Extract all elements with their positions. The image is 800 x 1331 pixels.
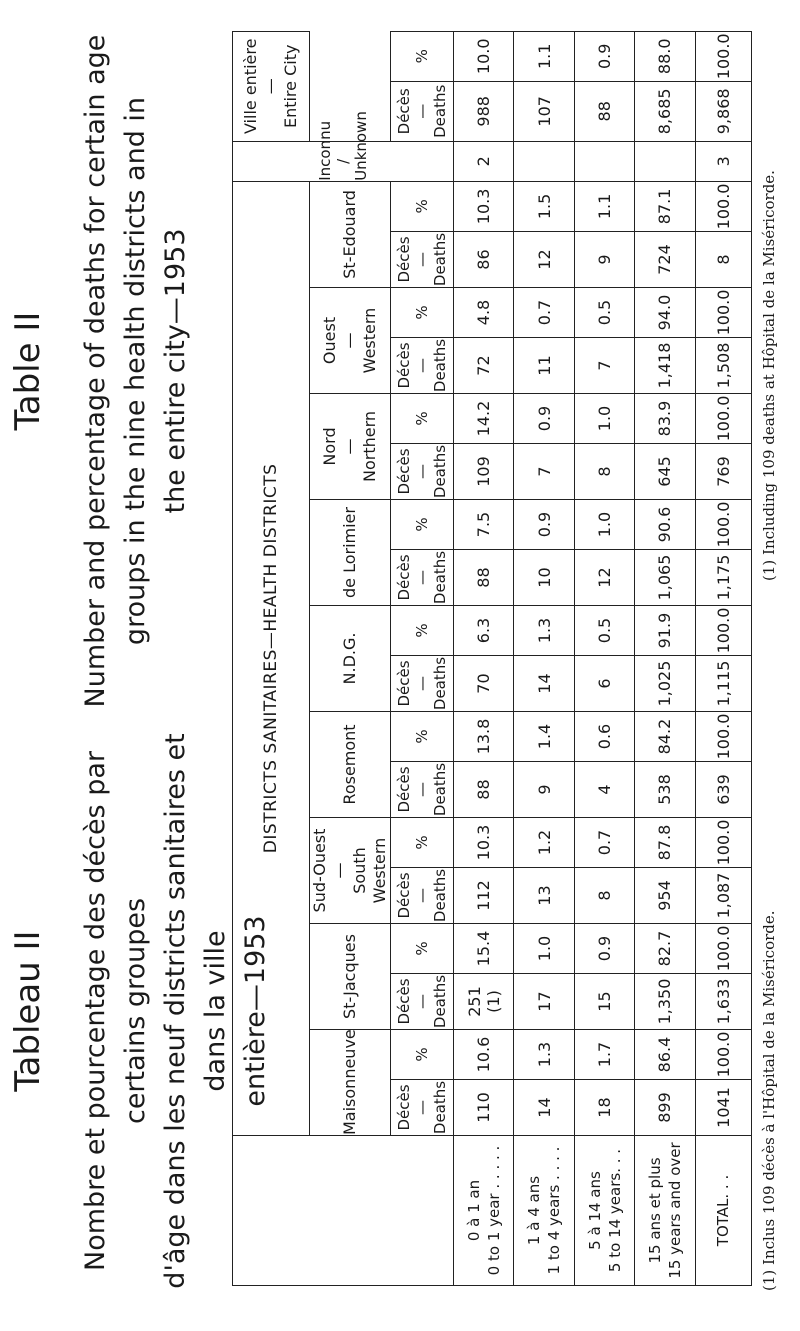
district-header-5: de Lorimier: [310, 500, 391, 606]
row-label: 15 ans et plus 15 years and over: [635, 1136, 695, 1286]
deaths-header-1: Décès — Deaths: [391, 974, 454, 1030]
table-cell: 4.8: [454, 288, 514, 338]
table-cell: [514, 141, 574, 181]
table-row: [574, 31, 634, 1285]
footnote-en: (1) Including 109 deaths at Hôpital de la Miséricorde.: [760, 170, 778, 581]
table-cell: 18: [574, 1080, 634, 1136]
deaths-header-8: Décès — Deaths: [391, 232, 454, 288]
row-label: 0 à 1 an 0 to 1 year . . . . .: [454, 1136, 514, 1286]
table-cell: 1,175: [695, 550, 751, 606]
district-header-0: Maisonneuve: [310, 1030, 391, 1136]
row-label: 5 à 14 ans 5 to 14 years. . .: [574, 1136, 634, 1286]
pct-header-8: %: [391, 181, 454, 231]
table-cell: 1,633: [695, 974, 751, 1030]
table-cell: 8: [695, 232, 751, 288]
table-cell: 0.7: [574, 818, 634, 868]
subtitle-en-line-1: Number and percentage of deaths for certain age: [80, 34, 111, 708]
table-cell: 15: [574, 974, 634, 1030]
district-header-8: St-Edouard: [310, 181, 391, 287]
row-label: 1 à 4 ans 1 to 4 years . . . .: [514, 1136, 574, 1286]
table-cell: 1.3: [514, 606, 574, 656]
table-cell: 1.2: [514, 818, 574, 868]
table-cell: 100.0: [695, 394, 751, 444]
table-cell: 10.0: [454, 31, 514, 81]
table-cell: 100.0: [695, 606, 751, 656]
table-cell: 1.0: [574, 394, 634, 444]
subtitle-fr-line-3: entière—1953: [240, 915, 271, 1107]
table-cell: 90.6: [635, 500, 695, 550]
table-cell: 88: [454, 550, 514, 606]
deaths-header-0: Décès — Deaths: [391, 1080, 454, 1136]
deaths-header-4: Décès — Deaths: [391, 656, 454, 712]
title-en: Table II: [8, 311, 48, 431]
table-cell: 1.1: [514, 31, 574, 81]
table-cell: 86.4: [635, 1030, 695, 1080]
table-cell: 100.0: [695, 1030, 751, 1080]
table-cell: 1.1: [574, 181, 634, 231]
deaths-table: [232, 31, 752, 1286]
districts-band-header: DISTRICTS SANITAIRES—HEALTH DISTRICTS: [233, 181, 310, 1135]
table-cell: 88.0: [635, 31, 695, 81]
table-cell: 0.9: [574, 924, 634, 974]
subtitle-fr-line-2: d'âge dans les neuf districts sanitaires et dans la ville: [160, 733, 231, 1289]
district-header-row: [310, 31, 391, 1285]
city-header: [233, 31, 310, 141]
pct-header-4: %: [391, 606, 454, 656]
table-body: [454, 31, 752, 1285]
district-header-6: Nord — Northern: [310, 394, 391, 500]
footnotes: [760, 0, 790, 1331]
table-cell: 100.0: [695, 818, 751, 868]
table-cell: 0.9: [574, 31, 634, 81]
column-header-row: [391, 31, 454, 1285]
table-cell: 107: [514, 81, 574, 141]
subtitle-fr-line-1: Nombre et pourcentage des décès par certains groupes: [80, 751, 151, 1271]
table-cell: 91.9: [635, 606, 695, 656]
table-cell: 100.0: [695, 181, 751, 231]
table-cell: 100.0: [695, 288, 751, 338]
pct-header-3: %: [391, 712, 454, 762]
table-cell: 899: [635, 1080, 695, 1136]
table-cell: 7: [574, 338, 634, 394]
table-cell: 10: [514, 550, 574, 606]
deaths-header-2: Décès — Deaths: [391, 868, 454, 924]
table-cell: 100.0: [695, 31, 751, 81]
unknown-header: Inconnu / Unknown: [233, 141, 454, 181]
table-cell: 10.3: [454, 181, 514, 231]
pct-header-1: %: [391, 924, 454, 974]
district-header-2: Sud-Ouest — South Western: [310, 818, 391, 924]
district-header-1: St-Jacques: [310, 924, 391, 1030]
table-row: [454, 31, 514, 1285]
table-cell: 8,685: [635, 81, 695, 141]
table-cell: 0.7: [514, 288, 574, 338]
table-cell: 1,065: [635, 550, 695, 606]
table-cell: 84.2: [635, 712, 695, 762]
table-cell: 1.0: [574, 500, 634, 550]
table-cell: 1,087: [695, 868, 751, 924]
table-cell: 0.6: [574, 712, 634, 762]
title-fr: Tableau II: [8, 930, 48, 1092]
table-cell: 1.3: [514, 1030, 574, 1080]
table-cell: 14.2: [454, 394, 514, 444]
table-cell: 0.9: [514, 500, 574, 550]
table-cell: 12: [514, 232, 574, 288]
footnote-fr: (1) Inclus 109 décès à l'Hôpital de la Miséricorde.: [760, 910, 778, 1291]
table-cell: 17: [514, 974, 574, 1030]
table-cell: 2: [454, 141, 514, 181]
table-cell: 1.0: [514, 924, 574, 974]
table-cell: 13.8: [454, 712, 514, 762]
table-row: [695, 31, 751, 1285]
district-header-7: Ouest — Western: [310, 288, 391, 394]
table-cell: 15.4: [454, 924, 514, 974]
table-cell: 0.5: [574, 288, 634, 338]
table-cell: 88: [454, 762, 514, 818]
city-label-en: Entire City: [281, 44, 300, 129]
table-row: [514, 31, 574, 1285]
pct-header-0: %: [391, 1030, 454, 1080]
table-cell: 12: [574, 550, 634, 606]
table-cell: 1,508: [695, 338, 751, 394]
table-cell: 112: [454, 868, 514, 924]
table-cell: 1,025: [635, 656, 695, 712]
table-cell: 94.0: [635, 288, 695, 338]
table-cell: 645: [635, 444, 695, 500]
table-row: [635, 31, 695, 1285]
district-header-4: N.D.G.: [310, 606, 391, 712]
deaths-header-3: Décès — Deaths: [391, 762, 454, 818]
pct-header-6: %: [391, 394, 454, 444]
table-cell: 7: [514, 444, 574, 500]
pct-header-5: %: [391, 500, 454, 550]
table-cell: 9: [574, 232, 634, 288]
table-cell: 14: [514, 1080, 574, 1136]
table-cell: 1,350: [635, 974, 695, 1030]
table-cell: 4: [574, 762, 634, 818]
table-cell: 88: [574, 81, 634, 141]
table-cell: 72: [454, 338, 514, 394]
table-cell: 100.0: [695, 924, 751, 974]
city-label-fr: Ville entière: [241, 38, 260, 135]
table-cell: 70: [454, 656, 514, 712]
table-cell: 10.6: [454, 1030, 514, 1080]
table-cell: 100.0: [695, 500, 751, 550]
district-header-3: Rosemont: [310, 712, 391, 818]
english-title-block: [8, 31, 196, 711]
dash: —: [261, 78, 280, 95]
table-cell: 954: [635, 868, 695, 924]
table-cell: 87.8: [635, 818, 695, 868]
table-cell: 100.0: [695, 712, 751, 762]
deaths-header-7: Décès — Deaths: [391, 338, 454, 394]
table-cell: 8: [574, 444, 634, 500]
row-label: TOTAL. . .: [695, 1136, 751, 1286]
table-cell: 109: [454, 444, 514, 500]
table-cell: 251 (1): [454, 974, 514, 1030]
table-cell: 6.3: [454, 606, 514, 656]
table-cell: 3: [695, 141, 751, 181]
table-cell: 86: [454, 232, 514, 288]
table-cell: 1.4: [514, 712, 574, 762]
table-cell: 14: [514, 656, 574, 712]
table-cell: 769: [695, 444, 751, 500]
table-cell: [635, 141, 695, 181]
pct-header-7: %: [391, 288, 454, 338]
corner-cell: [233, 1136, 454, 1286]
table-cell: 1,418: [635, 338, 695, 394]
table-cell: 1.5: [514, 181, 574, 231]
table-cell: 1,115: [695, 656, 751, 712]
city-deaths-header: Décès — Deaths: [391, 81, 454, 141]
table-cell: 13: [514, 868, 574, 924]
table-cell: 9: [514, 762, 574, 818]
table-cell: 10.3: [454, 818, 514, 868]
table-cell: 0.9: [514, 394, 574, 444]
table-cell: 988: [454, 81, 514, 141]
table-cell: 87.1: [635, 181, 695, 231]
city-pct-header: %: [391, 31, 454, 81]
table-cell: 1.7: [574, 1030, 634, 1080]
table-cell: [574, 141, 634, 181]
table-cell: 8: [574, 868, 634, 924]
table-cell: 82.7: [635, 924, 695, 974]
table-cell: 639: [695, 762, 751, 818]
table-cell: 110: [454, 1080, 514, 1136]
table-cell: 83.9: [635, 394, 695, 444]
table-cell: 6: [574, 656, 634, 712]
deaths-header-6: Décès — Deaths: [391, 444, 454, 500]
subtitle-en-line-3: the entire city—1953: [160, 228, 191, 514]
table-cell: 538: [635, 762, 695, 818]
table-cell: 11: [514, 338, 574, 394]
subtitle-en-line-2: groups in the nine health districts and in: [120, 96, 151, 646]
table-cell: 0.5: [574, 606, 634, 656]
table-cell: 7.5: [454, 500, 514, 550]
table-cell: 724: [635, 232, 695, 288]
deaths-header-5: Décès — Deaths: [391, 550, 454, 606]
table-cell: 1041: [695, 1080, 751, 1136]
pct-header-2: %: [391, 818, 454, 868]
table-cell: 9,868: [695, 81, 751, 141]
